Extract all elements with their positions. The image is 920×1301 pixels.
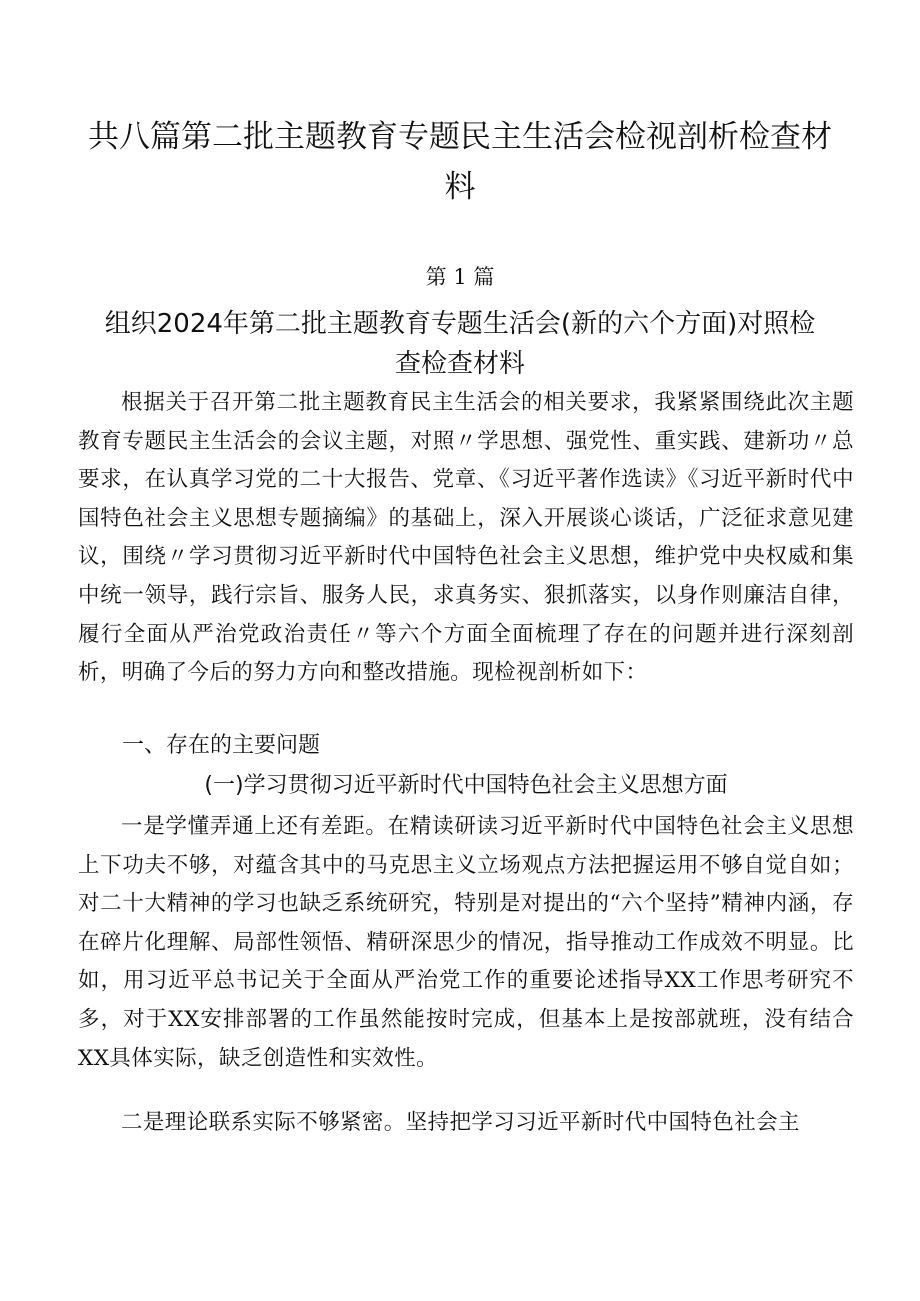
intro-paragraph: 根据关于召开第二批主题教育民主生活会的相关要求，我紧紧围绕此次主题教育专题民主生活会的会议主题，对照〃学思想、强党性、重实践、建新功〃总要求，在认真学习党的二十大报告、党章、《习近平著作选读》《习近平新时代中国特色社会主义思想专题摘编》的基础上，深入开展谈心谈话，广泛征求意见建议，围绕〃学习贯彻习近平新时代中国特色社会主义思想，维护党中央权威和集中统一领导，践行宗旨、服务人民，求真务实、狠抓落实，以身作则廉洁自律，履行全面从严治党政治责任〃等六个方面全面梳理了存在的问题并进行深刻剖析，明确了今后的努力方向和整改措施。现检视剖析如下： — [78, 390, 854, 686]
article-title: 组织2024年第二批主题教育专题生活会(新的六个方面)对照检查检查材料 — [104, 309, 816, 379]
body-paragraph: 一是学懂弄通上还有差距。在精读研读习近平新时代中国特色社会主义思想上下功夫不够，对蕴含其中的马克思主义立场观点方法把握运用不够自觉自如；对二十大精神的学习也缺乏系统研究，特别是对提出的“六个坚持”精神内涵，存在碎片化理解、局部性领悟、精研深思少的情况，指导推动工作成效不明显。比如，用习近平总书记关于全面从严治党工作的重要论述指导XX工作思考研究不多，对于XX安排部署的工作虽然能按时完成，但基本上是按部就班，没有结合XX具体实际，缺乏创造性和实效性。 — [78, 814, 854, 1071]
document-title: 共八篇第二批主题教育专题民主生活会检视剖析检查材料 — [88, 119, 832, 205]
article-number: 第 1 篇 — [425, 265, 495, 289]
body-paragraph: 二是理论联系实际不够紧密。坚持把学习习近平新时代中国特色社会主 — [121, 1110, 800, 1135]
subsection-heading: (一)学习贯彻习近平新时代中国特色社会主义思想方面 — [204, 773, 728, 798]
section-heading: 一、存在的主要问题 — [122, 733, 321, 758]
